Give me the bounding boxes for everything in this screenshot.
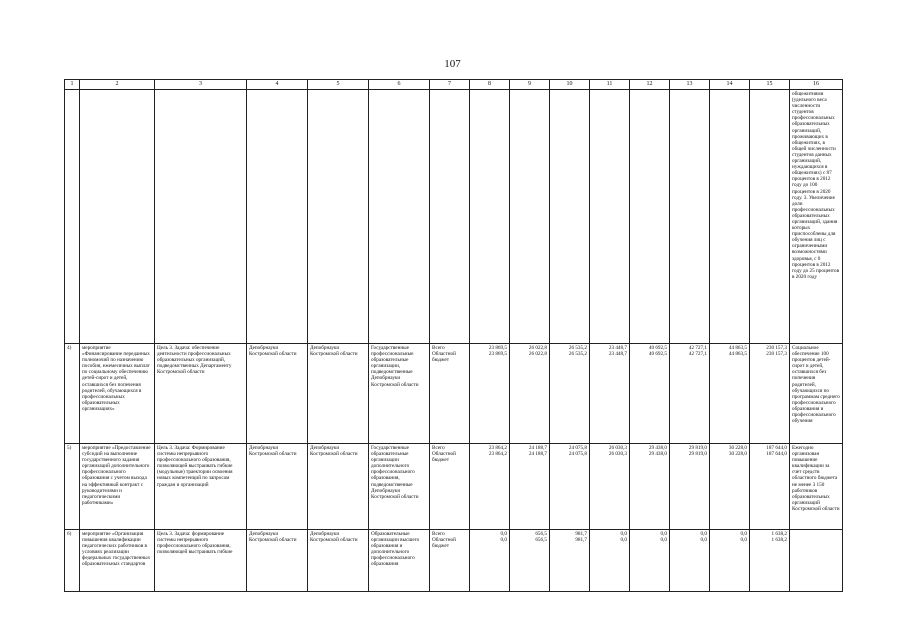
value: 44 863,5 (728, 351, 747, 358)
source-cell: Всего Областной бюджет (430, 344, 470, 444)
value: 42 727,1 (688, 351, 707, 358)
column-header: 5 (308, 80, 369, 90)
result-cell: Социальное обеспечение 100 процентов детей-сирот и детей, оставшихся без попечения родителей, обучающихся по программам среднего профессионального образования и профессионального обучения (790, 344, 843, 444)
value: 0,0 (700, 537, 707, 544)
column-header: 11 (590, 80, 630, 90)
value: 0,0 (500, 537, 507, 544)
value: 26 535,2 (568, 345, 587, 351)
value: 0,0 (660, 537, 667, 544)
value: 23 864,2 (488, 451, 507, 458)
recipient-cell: Государственные образовательные организации дополнительного профессионального образования, подведомственные Депобрнауки Костромской области (369, 444, 430, 530)
row-number: 6) (65, 530, 80, 592)
value: 42 727,1 (688, 345, 707, 351)
value: 656,5 (535, 537, 547, 544)
value: 24 075,8 (568, 451, 587, 458)
value: 981,7 (575, 537, 587, 544)
value: 1 638,2 (771, 531, 787, 537)
value: 24 188,7 (528, 451, 547, 458)
value: 29 438,0 (648, 451, 667, 458)
activity-cell: мероприятие «Организация повышения квалификации педагогических работников в условиях реализации федеральных государственных образовательных стандартов (80, 530, 155, 592)
value: 26 022,8 (528, 345, 547, 351)
program-table (64, 79, 843, 592)
value: 981,7 (575, 531, 587, 537)
value: 0,0 (740, 531, 747, 537)
value: 44 863,5 (728, 345, 747, 351)
column-header: 1 (65, 80, 80, 90)
value: 30 228,0 (728, 445, 747, 451)
value: 29 819,0 (688, 445, 707, 451)
value: 0,0 (620, 537, 627, 544)
value: 24 188,7 (528, 445, 547, 451)
value: 230 157,3 (766, 351, 787, 358)
table-row (65, 444, 843, 530)
value: 23 864,2 (488, 445, 507, 451)
goal-cell: Цель 3. Задача: обеспечение деятельности профессиональных образовательных организаций, подведомственных Департаменту Костромской области (155, 344, 247, 444)
value: 26 022,8 (528, 351, 547, 358)
value: 187 644,0 (766, 451, 787, 458)
page-number: 107 (444, 58, 461, 70)
value: 23 869,5 (488, 345, 507, 351)
source-cell: Всего Областной бюджет (430, 444, 470, 530)
value: 40 692,5 (648, 345, 667, 351)
header-row (65, 80, 843, 90)
activity-cell: мероприятие «Предоставление субсидий на выполнение государственного задания организаций дополнительного профессионального образования с учетом выхода на эффективный контракт с руководителями и педагогическими работниками» (80, 444, 155, 530)
value: 23 448,7 (608, 345, 627, 351)
executor-cell: Депобрнауки Костромской области (308, 344, 369, 444)
result-cell (790, 530, 843, 592)
value: 29 438,0 (648, 445, 667, 451)
executor-cell: Депобрнауки Костромской области (308, 530, 369, 592)
value: 1 638,2 (771, 537, 787, 544)
goal-cell: Цель 3. Задача: формирование системы непрерывного профессионального образования, позволяющей выстраивать гибкие (155, 530, 247, 592)
value: 187 644,0 (766, 445, 787, 451)
value: 40 692,5 (648, 351, 667, 358)
value: 656,5 (535, 531, 547, 537)
table-row (65, 530, 843, 592)
column-header: 6 (369, 80, 430, 90)
value: 0,0 (660, 531, 667, 537)
row-number: 5) (65, 444, 80, 530)
result-cell: Ежегодно организован повышение квалификации за счет средств областного бюджета не менее 3 150 работников образовательных организаций Костромской области (790, 444, 843, 530)
value: 230 157,3 (766, 345, 787, 351)
row-number: 4) (65, 344, 80, 444)
responsible-cell: Депобрнауки Костромской области (247, 344, 308, 444)
value: 26 030,3 (608, 451, 627, 458)
column-header: 2 (80, 80, 155, 90)
table-row (65, 344, 843, 444)
responsible-cell: Депобрнауки Костромской области (247, 530, 308, 592)
column-header: 9 (510, 80, 550, 90)
column-header: 7 (430, 80, 470, 90)
value: 23 448,7 (608, 351, 627, 358)
column-header: 15 (750, 80, 790, 90)
recipient-cell: Образовательные организации высшего образования и дополнительного профессионального образования (369, 530, 430, 592)
column-header: 4 (247, 80, 308, 90)
recipient-cell: Государственные профессиональные образовательные организации, подведомственные Депобрнауки Костромской области (369, 344, 430, 444)
column-header: 8 (470, 80, 510, 90)
executor-cell: Депобрнауки Костромской области (308, 444, 369, 530)
result-text: общежитиями (удельного веса численности студентов профессиональных образовательных организаций, проживающих в общежитиях, в общей численности студентов данных организаций, нуждающихся в общежитиях) с 87 процентов в 2012 году до 100 процентов в 2020 году. 3. Увеличение доли профессиональных образовательных организаций, здания которых приспособлены для обучения лиц с ограниченными возможностями здоровья, с 0 процентов в 2012 году до 25 процентов в 2020 году (790, 90, 843, 344)
value: 23 869,5 (488, 351, 507, 358)
value: 0,0 (740, 537, 747, 544)
value: 29 819,0 (688, 451, 707, 458)
column-header: 10 (550, 80, 590, 90)
activity-cell: мероприятие «Финансирование переданных полномочий по назначению пособия, ежемесячных выплат по социальному обеспечению детей-сирот и детей, оставшихся без попечения родителей, обучающихся в профессиональных образовательных организациях» (80, 344, 155, 444)
value: 26 535,2 (568, 351, 587, 358)
column-header: 16 (790, 80, 843, 90)
value: 0,0 (700, 531, 707, 537)
column-header: 12 (630, 80, 670, 90)
value: 0,0 (500, 531, 507, 537)
column-header: 13 (670, 80, 710, 90)
goal-cell: Цель 3. Задача: Формирование системы непрерывного профессионального образования, позволяющей выстраивать гибкие (модульные) траектории освоения новых компетенций по запросам граждан и организаций (155, 444, 247, 530)
value: 0,0 (620, 531, 627, 537)
value: 24 075,8 (568, 445, 587, 451)
value: 30 228,0 (728, 451, 747, 458)
column-header: 3 (155, 80, 247, 90)
continuation-row (65, 90, 843, 344)
column-header: 14 (710, 80, 750, 90)
responsible-cell: Депобрнауки Костромской области (247, 444, 308, 530)
source-cell: Всего Областной бюджет (430, 530, 470, 592)
value: 26 030,3 (608, 445, 627, 451)
